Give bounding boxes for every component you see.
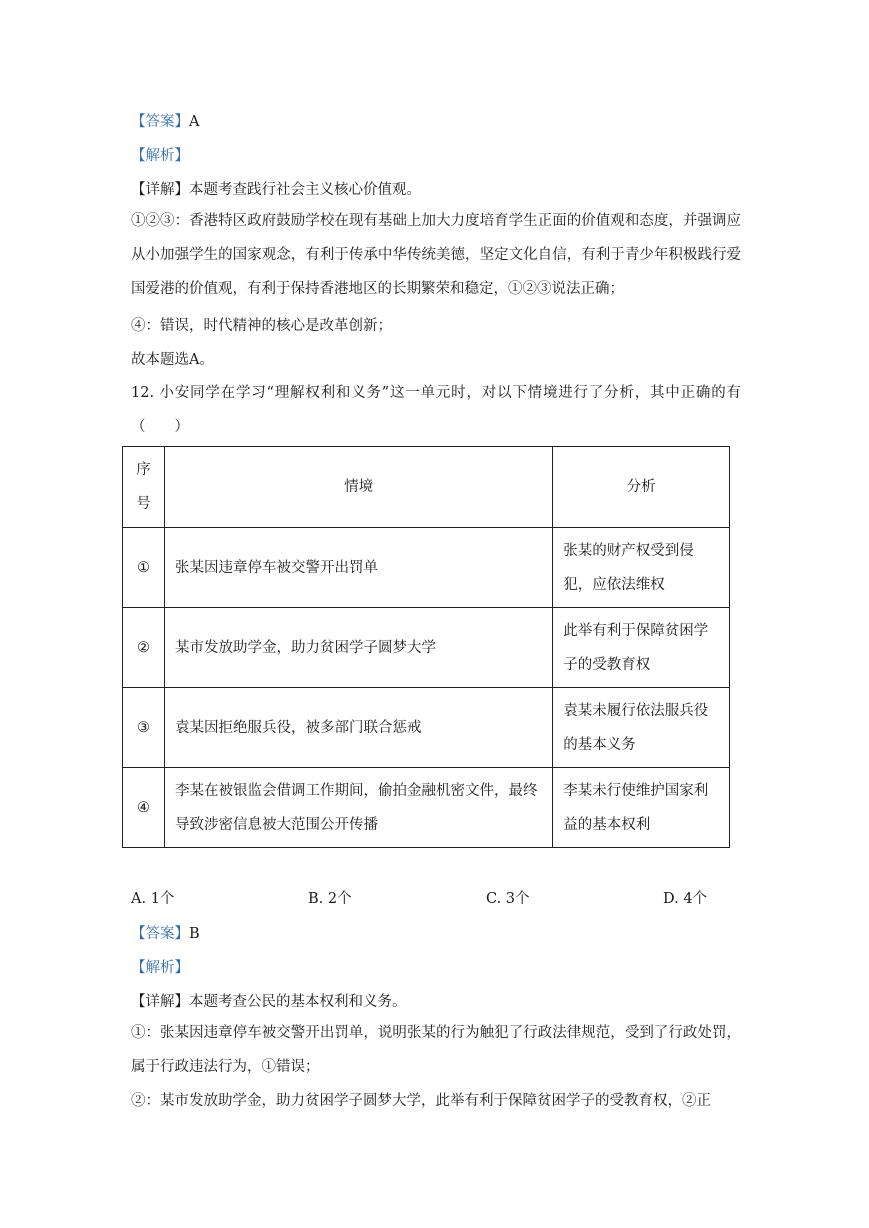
row-analysis: 袁某未履行依法服兵役的基本义务 <box>553 688 730 768</box>
table-row <box>123 768 730 848</box>
table-row <box>123 528 730 608</box>
scenario-table <box>122 446 730 848</box>
answer-tag: 【答案】 <box>131 114 189 130</box>
detail-intro: 本题考查践行社会主义核心价值观。 <box>189 182 421 198</box>
answer-tag: 【答案】 <box>131 926 189 942</box>
table-row <box>123 688 730 768</box>
explanation-paragraph: ④：错误，时代精神的核心是改革创新； <box>131 318 392 334</box>
header-no: 序号 <box>123 447 165 528</box>
explanation-paragraph: ①：张某因违章停车被交警开出罚单，说明张某的行为触犯了行政法律规范，受到了行政处罚，属于行政违法行为，①错误； <box>131 1025 741 1075</box>
detail-line-12 <box>131 992 407 1012</box>
question-stem-12: 12. 小安同学在学习“理解权利和义务”这一单元时，对以下情境进行了分析，其中正确的有（ ） <box>131 385 741 435</box>
answer-value: B <box>189 926 200 942</box>
table-header-row <box>123 447 730 528</box>
row-analysis: 张某的财产权受到侵犯，应依法维权 <box>553 528 730 608</box>
row-scene: 某市发放助学金，助力贫困学子圆梦大学 <box>164 608 552 688</box>
conclusion-line: 故本题选A。 <box>131 352 214 368</box>
row-no: ④ <box>123 768 165 848</box>
row-analysis: 李某未行使维护国家利益的基本权利 <box>553 768 730 848</box>
row-scene: 张某因违章停车被交警开出罚单 <box>164 528 552 608</box>
option-d: D. 4个 <box>663 891 708 907</box>
answer-line-12 <box>131 924 200 944</box>
row-scene: 李某在被银监会借调工作期间，偷拍金融机密文件，最终导致涉密信息被大范围公开传播 <box>164 768 552 848</box>
header-scene: 情境 <box>164 447 552 528</box>
analysis-tag: 【解析】 <box>131 960 189 976</box>
row-no: ① <box>123 528 165 608</box>
detail-line-11 <box>131 180 421 200</box>
header-analysis: 分析 <box>553 447 730 528</box>
row-no: ③ <box>123 688 165 768</box>
explanation-paragraph: ②：某市发放助学金，助力贫困学子圆梦大学，此举有利于保障贫困学子的受教育权，②正 <box>131 1093 711 1109</box>
row-no: ② <box>123 608 165 688</box>
answer-value: A <box>189 114 200 130</box>
analysis-tag: 【解析】 <box>131 148 189 164</box>
row-scene: 袁某因拒绝服兵役，被多部门联合惩戒 <box>164 688 552 768</box>
table-row <box>123 608 730 688</box>
detail-intro: 本题考查公民的基本权利和义务。 <box>189 994 407 1010</box>
explanation-paragraph: ①②③：香港特区政府鼓励学校在现有基础上加大力度培育学生正面的价值观和态度，并强调应从小加强学生的国家观念，有利于传承中华传统美德，坚定文化自信，有利于青少年积极践行爱国爱港的价值观，有利于保持香港地区的长期繁荣和稳定，①②③说法正确； <box>131 213 741 297</box>
answer-line-11 <box>131 112 199 132</box>
option-c: C. 3个 <box>486 891 530 907</box>
option-a: A. 1个 <box>131 891 175 907</box>
option-b: B. 2个 <box>308 891 352 907</box>
detail-tag: 【详解】 <box>131 994 189 1010</box>
detail-tag: 【详解】 <box>131 182 189 198</box>
row-analysis: 此举有利于保障贫困学子的受教育权 <box>553 608 730 688</box>
